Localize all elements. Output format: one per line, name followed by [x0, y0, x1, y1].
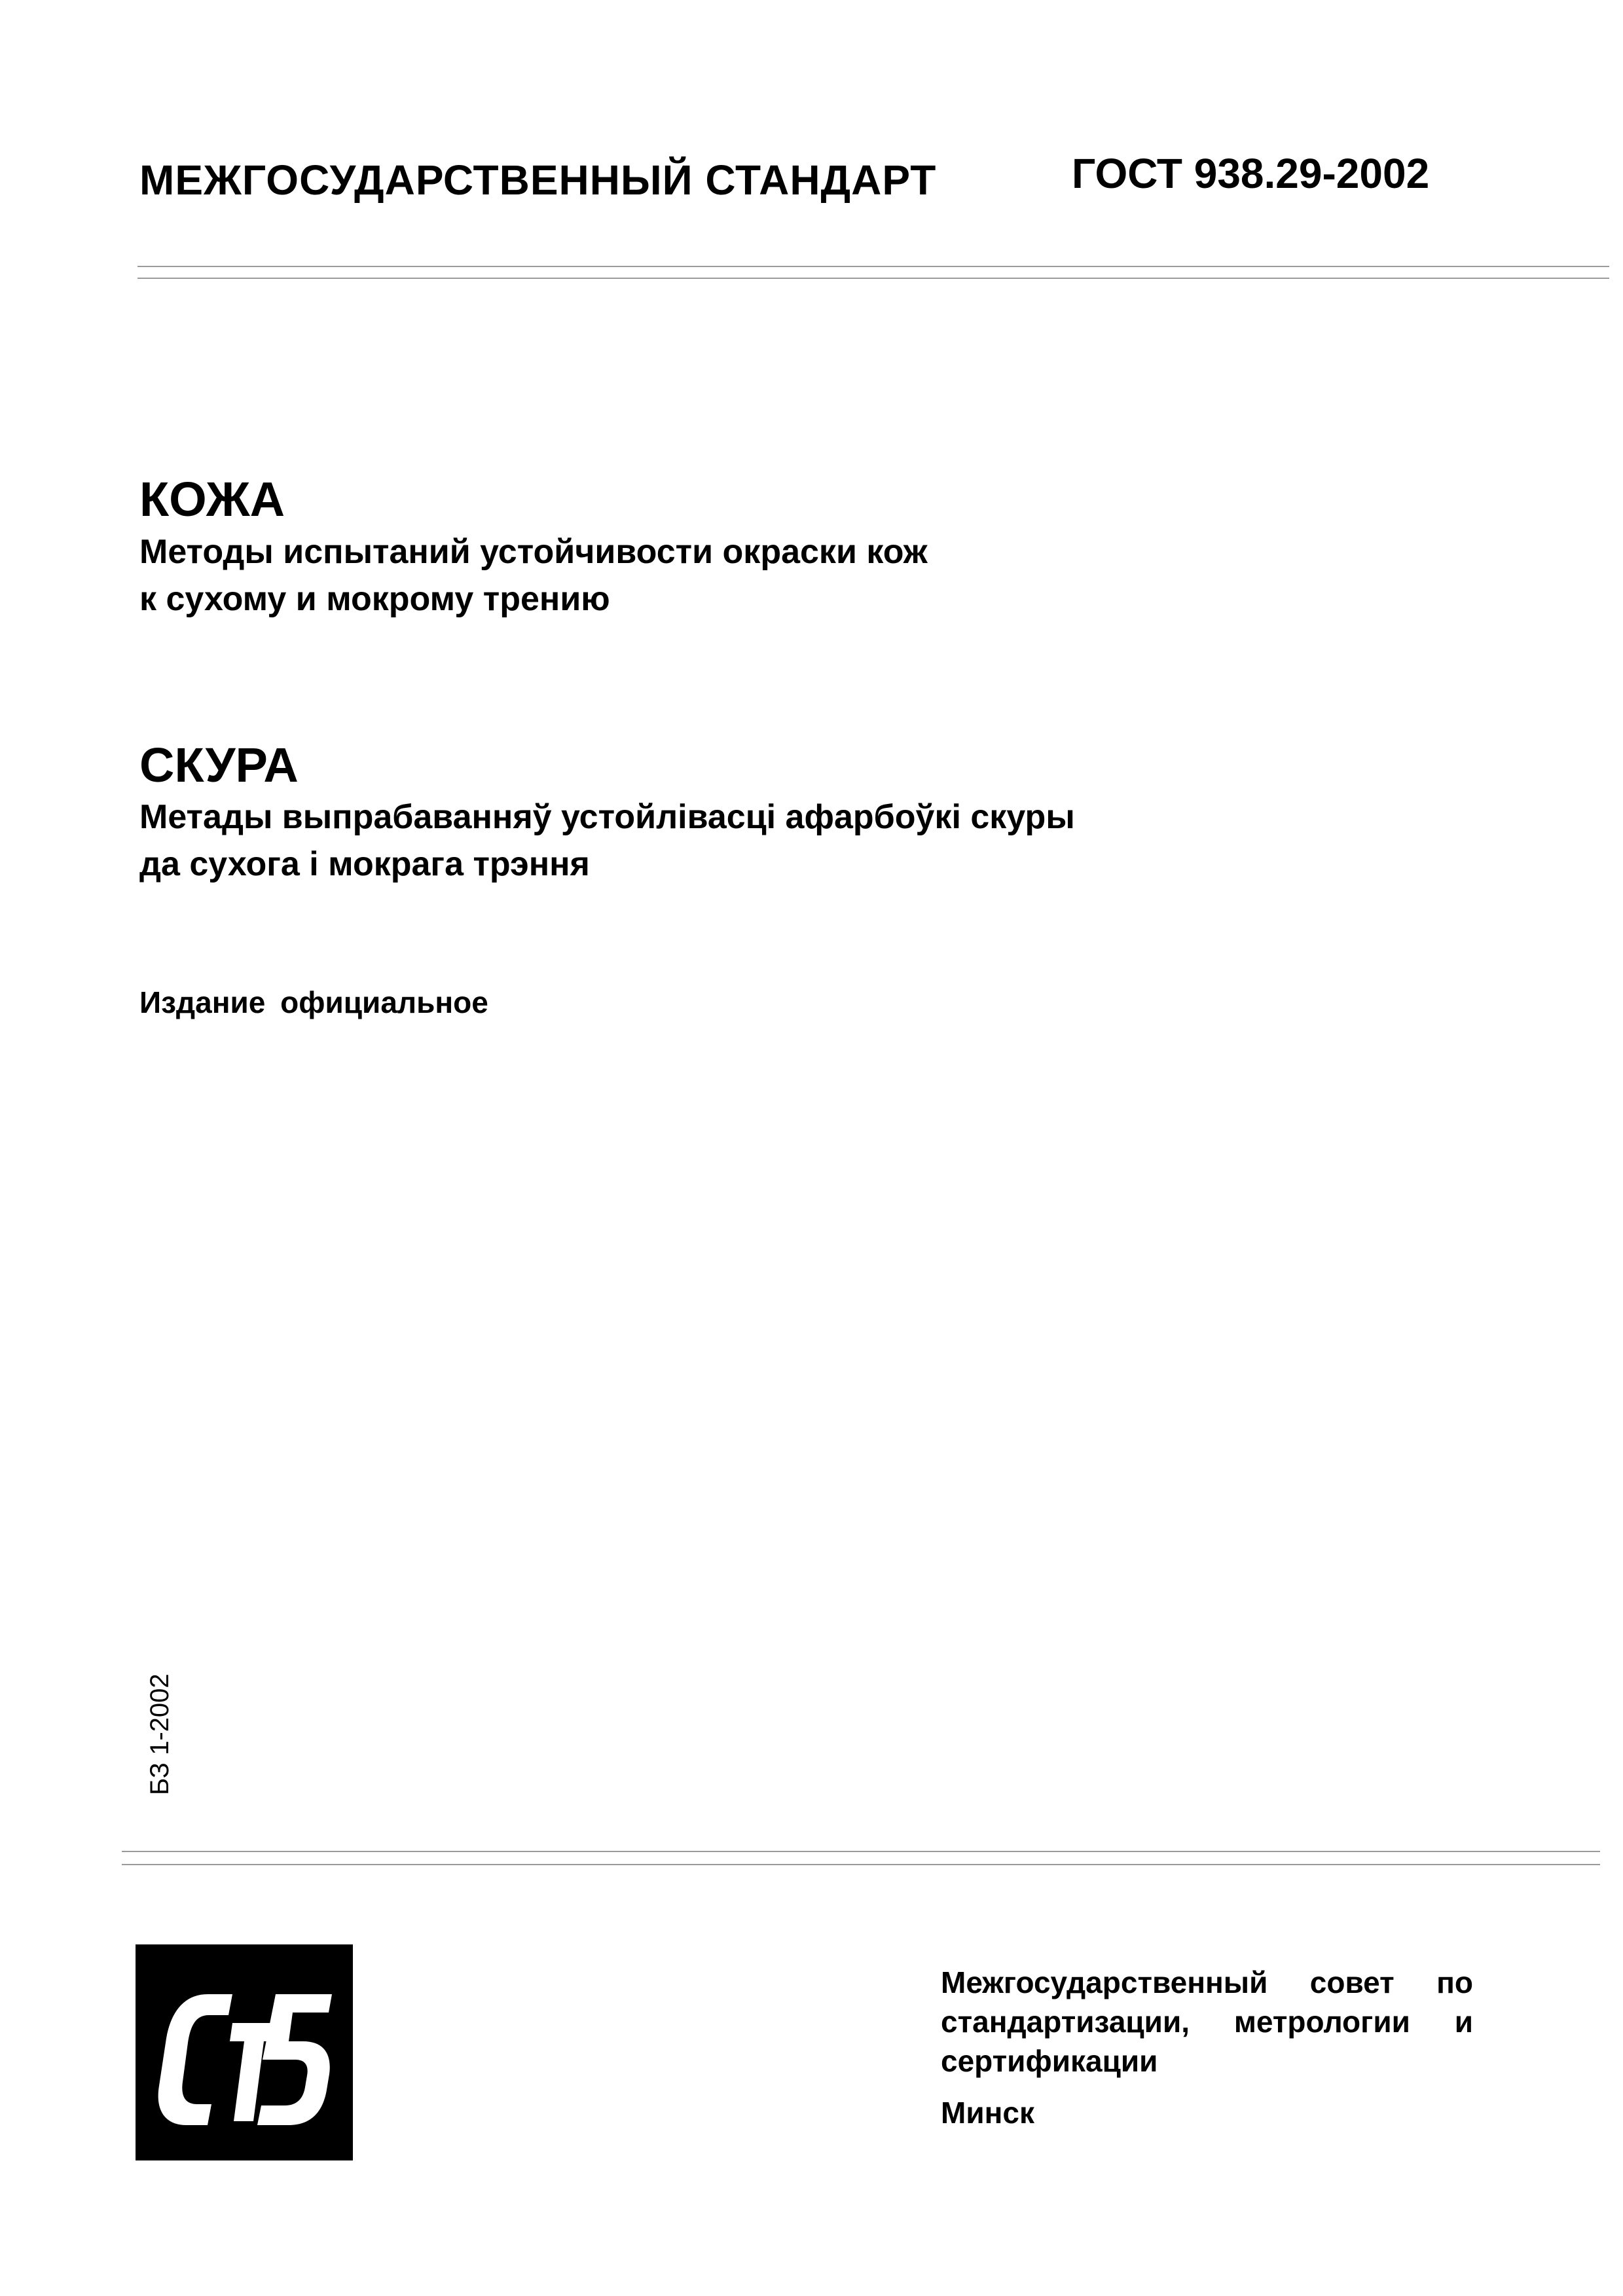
standard-code: ГОСТ 938.29-2002 [1072, 150, 1430, 197]
russian-subtitle-line-2: к сухому и мокрому трению [139, 580, 610, 618]
russian-heading: КОЖА [139, 472, 285, 526]
edition-label: Издание официальное [139, 985, 488, 1019]
publisher-city: Минск [941, 2096, 1034, 2130]
publisher-line-1: Межгосударственный совет по [941, 1965, 1473, 1999]
russian-subtitle-line-1: Методы испытаний устойчивости окраски кож [139, 533, 928, 571]
standard-type-title: МЕЖГОСУДАРСТВЕННЫЙ СТАНДАРТ [139, 156, 937, 204]
publisher-line-3: сертификации [941, 2044, 1158, 2078]
header-rule-top [137, 266, 1609, 267]
belarusian-subtitle-line-2: да сухога і мокрага трэння [139, 845, 590, 883]
belarusian-subtitle-line-1: Метады выпрабаванняў устойлівасці афарбоўкі скуры [139, 798, 1075, 836]
header-rule-bottom [137, 278, 1609, 279]
publisher-line-2: стандартизации, метрологии и [941, 2005, 1473, 2039]
belarusian-heading: СКУРА [139, 738, 299, 792]
footer-rule-top [122, 1851, 1600, 1852]
side-publication-code: БЗ 1-2002 [145, 1673, 174, 1795]
publisher-block [941, 1963, 1473, 2081]
stb-logo-icon [136, 1944, 353, 2160]
footer-rule-bottom [122, 1864, 1600, 1865]
